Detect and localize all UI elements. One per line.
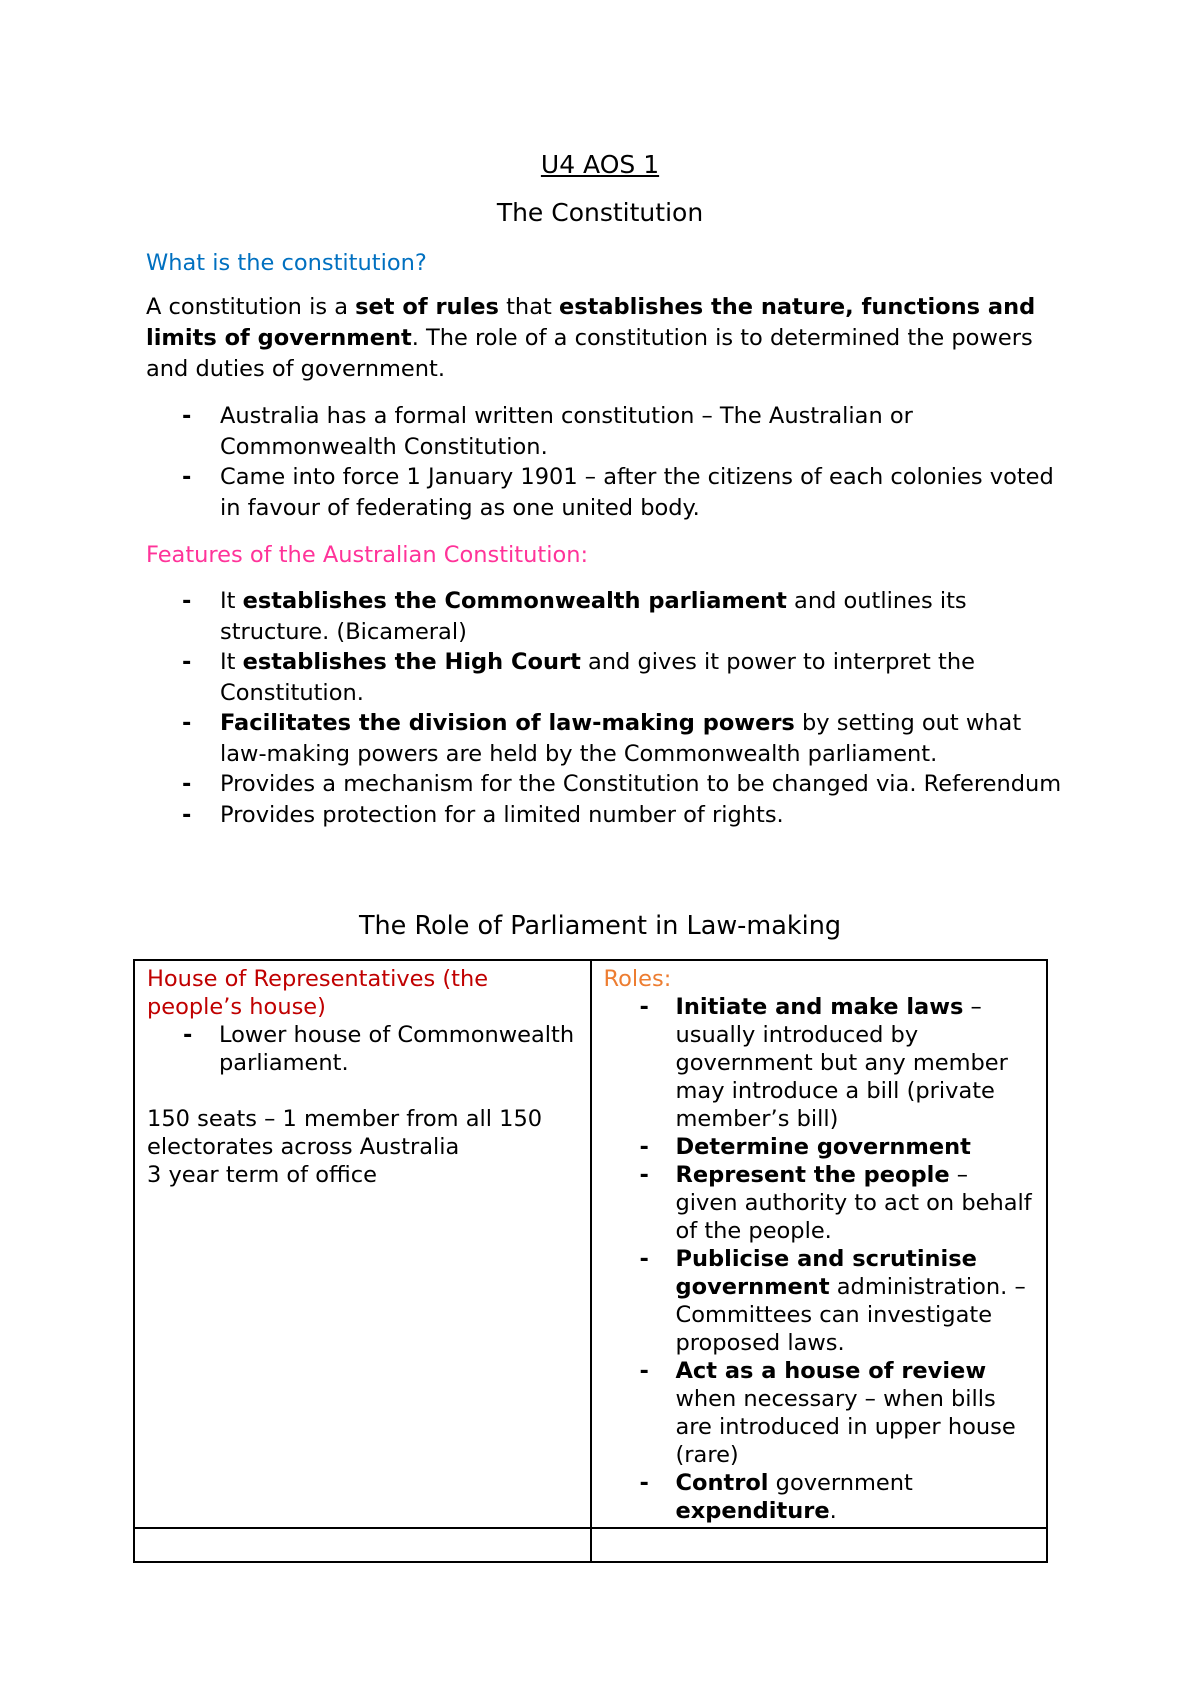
bullet-dash: - bbox=[182, 771, 192, 797]
bullet-dash: - bbox=[639, 1134, 649, 1160]
table-cell-empty bbox=[134, 1528, 591, 1562]
item-post: . bbox=[829, 1498, 837, 1524]
table-cell-right bbox=[591, 960, 1048, 1528]
bullet-dash: - bbox=[639, 994, 649, 1020]
bullet-dash: - bbox=[639, 1470, 649, 1496]
list-item bbox=[604, 1161, 1035, 1245]
bullet-dash: - bbox=[639, 1246, 649, 1272]
para-bold: establishes the nature, functions and limits of government bbox=[146, 294, 1036, 351]
list-item-text: Lower house of Commonwealth parliament. bbox=[219, 1022, 575, 1076]
item-post: Provides protection for a limited number of rights. bbox=[220, 801, 784, 828]
list-item-text: Australia has a formal written constitution – The Australian or Commonwealth Constitution. bbox=[220, 403, 913, 460]
page-title: U4 AOS 1 bbox=[540, 150, 660, 179]
bullet-dash: - bbox=[182, 464, 192, 490]
item-pre: It bbox=[220, 588, 243, 614]
item-post: when necessary – when bills are introduced in upper house (rare) bbox=[675, 1386, 1016, 1468]
item-post: by setting out what law-making powers are held by the Commonwealth parliament. bbox=[220, 710, 1022, 767]
bullet-dash: - bbox=[182, 801, 192, 828]
item-bold: establishes the Commonwealth parliament bbox=[242, 588, 787, 614]
list-item bbox=[146, 462, 1066, 523]
definition-paragraph bbox=[146, 292, 1066, 385]
item-post: and outlines its structure. (Bicameral) bbox=[220, 588, 967, 645]
item-bold: Publicise and scrutinise government bbox=[675, 1246, 977, 1300]
section-heading: The Role of Parliament in Law-making bbox=[358, 911, 842, 941]
item-bold: Initiate and make laws bbox=[675, 994, 964, 1020]
list-item bbox=[604, 1133, 1035, 1161]
item-bold: Facilitates the division of law-making powers bbox=[220, 710, 795, 736]
list-item bbox=[146, 800, 1066, 831]
list-item bbox=[146, 708, 1066, 769]
term-text: 3 year term of office bbox=[147, 1162, 377, 1188]
house-heading: House of Representatives (the people’s house) bbox=[147, 966, 489, 1020]
item-bold: Represent the people bbox=[675, 1162, 950, 1188]
list-item bbox=[604, 1469, 1035, 1525]
item-post: government bbox=[768, 1470, 913, 1496]
item-post: – given authority to act on behalf of the people. bbox=[675, 1162, 1032, 1244]
para-bold: set of rules bbox=[355, 294, 499, 320]
item-bold: Determine government bbox=[675, 1134, 971, 1160]
item-pre: It bbox=[220, 649, 243, 675]
para-text: . The role of a constitution is to determined the powers and duties of government. bbox=[146, 325, 1033, 382]
item-post: administration. – Committees can investigate proposed laws. bbox=[675, 1274, 1026, 1356]
list-item bbox=[604, 1245, 1035, 1357]
list-item bbox=[146, 401, 1066, 462]
table-row bbox=[134, 960, 1047, 1528]
features-bullets bbox=[146, 586, 1066, 830]
item-bold: Control bbox=[675, 1470, 769, 1496]
para-text: A constitution is a bbox=[146, 294, 356, 320]
bullet-dash: - bbox=[183, 1022, 193, 1048]
features-heading: Features of the Australian Constitution: bbox=[146, 542, 589, 568]
para-text: that bbox=[498, 294, 559, 320]
bullet-dash: - bbox=[639, 1162, 649, 1188]
house-bullets bbox=[147, 1021, 578, 1077]
item-post: and gives it power to interpret the Constitution. bbox=[220, 649, 975, 706]
bullet-dash: - bbox=[182, 588, 192, 614]
roles-bullets bbox=[604, 993, 1035, 1525]
list-item bbox=[146, 647, 1066, 708]
item-bold: Act as a house of review bbox=[675, 1358, 987, 1384]
question-heading: What is the constitution? bbox=[146, 250, 427, 276]
list-item bbox=[146, 586, 1066, 647]
list-item bbox=[146, 769, 1066, 800]
parliament-roles-table bbox=[133, 959, 1048, 1563]
constitution-bullets bbox=[146, 401, 1066, 523]
item-post: – usually introduced by government but any member may introduce a bill (private member’s bill) bbox=[675, 994, 1008, 1132]
item-post: Provides a mechanism for the Constitution to be changed via. Referendum bbox=[220, 771, 1062, 797]
table-cell-empty bbox=[591, 1528, 1048, 1562]
list-item bbox=[604, 1357, 1035, 1469]
list-item bbox=[147, 1021, 578, 1077]
bullet-dash: - bbox=[182, 710, 192, 736]
roles-heading: Roles: bbox=[603, 966, 672, 992]
bullet-dash: - bbox=[182, 403, 192, 429]
seats-text: 150 seats – 1 member from all 150 electorates across Australia bbox=[147, 1106, 543, 1160]
table-row bbox=[134, 1528, 1047, 1562]
bullet-dash: - bbox=[182, 649, 192, 675]
table-cell-left bbox=[134, 960, 591, 1528]
page-subtitle: The Constitution bbox=[496, 198, 704, 227]
item-bold: expenditure bbox=[675, 1498, 830, 1524]
list-item-text: Came into force 1 January 1901 – after the citizens of each colonies voted in favour of federating as one united body. bbox=[220, 464, 1054, 521]
bullet-dash: - bbox=[639, 1358, 649, 1384]
list-item bbox=[604, 993, 1035, 1133]
item-bold: establishes the High Court bbox=[242, 649, 581, 675]
